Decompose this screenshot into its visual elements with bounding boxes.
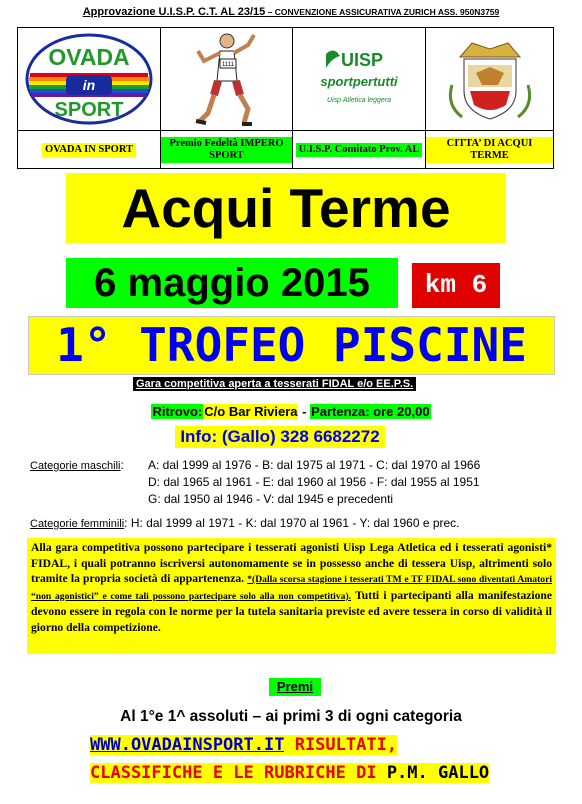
runner-cell: [161, 28, 293, 131]
city-crest-icon: [442, 35, 538, 123]
uisp-tag-text: Uisp Atletica leggera: [327, 97, 391, 104]
rankings-text: CLASSIFICHE E LE RUBRICHE DI: [90, 763, 387, 783]
start-time: Partenza: ore 20,00: [311, 404, 430, 419]
rules-paragraph: [27, 538, 556, 654]
prizes-heading: Premi: [269, 678, 321, 696]
date-title: 6 maggio 2015: [66, 258, 398, 308]
approval-text: Approvazione U.I.S.P. C.T. AL 23/15: [82, 6, 266, 18]
caption-uisp-text: U.I.S.P. Comitato Prov. AL: [296, 143, 423, 157]
caption-acqui: [426, 131, 553, 168]
uisp-logo: [304, 44, 414, 114]
acqui-crest-cell: [426, 28, 553, 131]
website-link[interactable]: WWW.OVADAINSPORT.IT: [90, 735, 285, 755]
ritrovo-label: Ritrovo:: [152, 404, 203, 419]
rules-main-text: Alla gara competitiva possono partecipare i tesserati agonisti Uisp Lega Atletica ed i tesserati agonisti* FIDAL, i quali potranno iscriversi autonomamente se in possesso anche di tessera Uisp, altrimenti solo tramite la propria società di appartenenza.: [31, 541, 552, 585]
ovada-logo-bottom-text: SPORT: [54, 99, 124, 121]
insurance-text: – CONVENZIONE ASSICURATIVA ZURICH ASS. 950N3759: [265, 7, 500, 17]
approval-header: [0, 6, 582, 18]
ovada-logo-mid-text: in: [82, 77, 96, 93]
caption-acqui-text: CITTA’ DI ACQUI TERME: [426, 137, 553, 163]
female-label-text: Categorie femminili: [30, 518, 125, 530]
caption-impero: [161, 131, 293, 168]
website-block: [90, 731, 510, 787]
distance-badge: km 6: [412, 263, 500, 308]
caption-impero-text: Premio Fedeltà IMPERO SPORT: [161, 137, 292, 163]
runner-bib-text: 1111: [221, 62, 234, 68]
ovada-logo-top-text: OVADA: [48, 44, 130, 70]
runner-icon: [192, 31, 262, 127]
meeting-info: Ritrovo: C/o Bar Riviera - Partenza: ore 20,00: [152, 404, 430, 419]
contact-info: Info: (Gallo) 328 6682272: [175, 426, 385, 448]
city-title: Acqui Terme: [66, 173, 506, 243]
ovada-logo-cell: [18, 28, 161, 131]
ritrovo-value: C/o Bar Riviera: [204, 404, 298, 419]
uisp-logo-cell: [293, 28, 426, 131]
female-category-line: H: dal 1999 al 1971 - K: dal 1970 al 1961 - Y: dal 1960 e prec.: [130, 516, 460, 530]
female-categories: Categorie femminili: H: dal 1999 al 1971 - K: dal 1970 al 1961 - Y: dal 1960 e prec.: [30, 516, 460, 530]
male-categories-label: Categorie maschili:: [30, 458, 124, 472]
rules-end-text: Tutti i partecipanti alla manifestazione devono essere in regola con le norme per la tutela sanitaria previste ed avere tessera in corso di validità il giorno della competizione.: [31, 588, 552, 634]
race-type: Gara competitiva aperta a tesserati FIDAL e/o EE.P.S.: [133, 377, 416, 391]
ovada-in-sport-logo: [24, 33, 154, 125]
male-category-line-3: G: dal 1950 al 1946 - V: dal 1945 e precedenti: [148, 492, 394, 506]
male-label-text: Categorie maschili: [30, 460, 121, 472]
caption-ovada-text: OVADA IN SPORT: [42, 143, 136, 157]
male-category-line-2: D: dal 1965 al 1961 - E: dal 1960 al 1956 - F: dal 1955 al 1951: [148, 475, 480, 489]
author-text: P.M. GALLO: [386, 763, 490, 783]
male-category-line-1: A: dal 1999 al 1976 - B: dal 1975 al 1971 - C: dal 1970 al 1966: [148, 458, 481, 472]
uisp-brand-text: UISP: [340, 50, 384, 70]
caption-ovada: [18, 131, 161, 168]
caption-uisp: [293, 131, 426, 168]
logo-table: [17, 27, 554, 169]
event-name: 1° TROFEO PISCINE: [28, 316, 555, 375]
prizes-text: Al 1°e 1^ assoluti – ai primi 3 di ogni categoria: [120, 708, 462, 725]
results-text: RISULTATI,: [284, 735, 398, 755]
rules-note-text: *(Dalla scorsa stagione i tesserati TM e TF FIDAL sono diventati Amatori “non agonistici” e come tali possono partecipare solo alla non competitiva).: [31, 574, 552, 602]
uisp-sub-text: sportpertutti: [320, 74, 398, 89]
